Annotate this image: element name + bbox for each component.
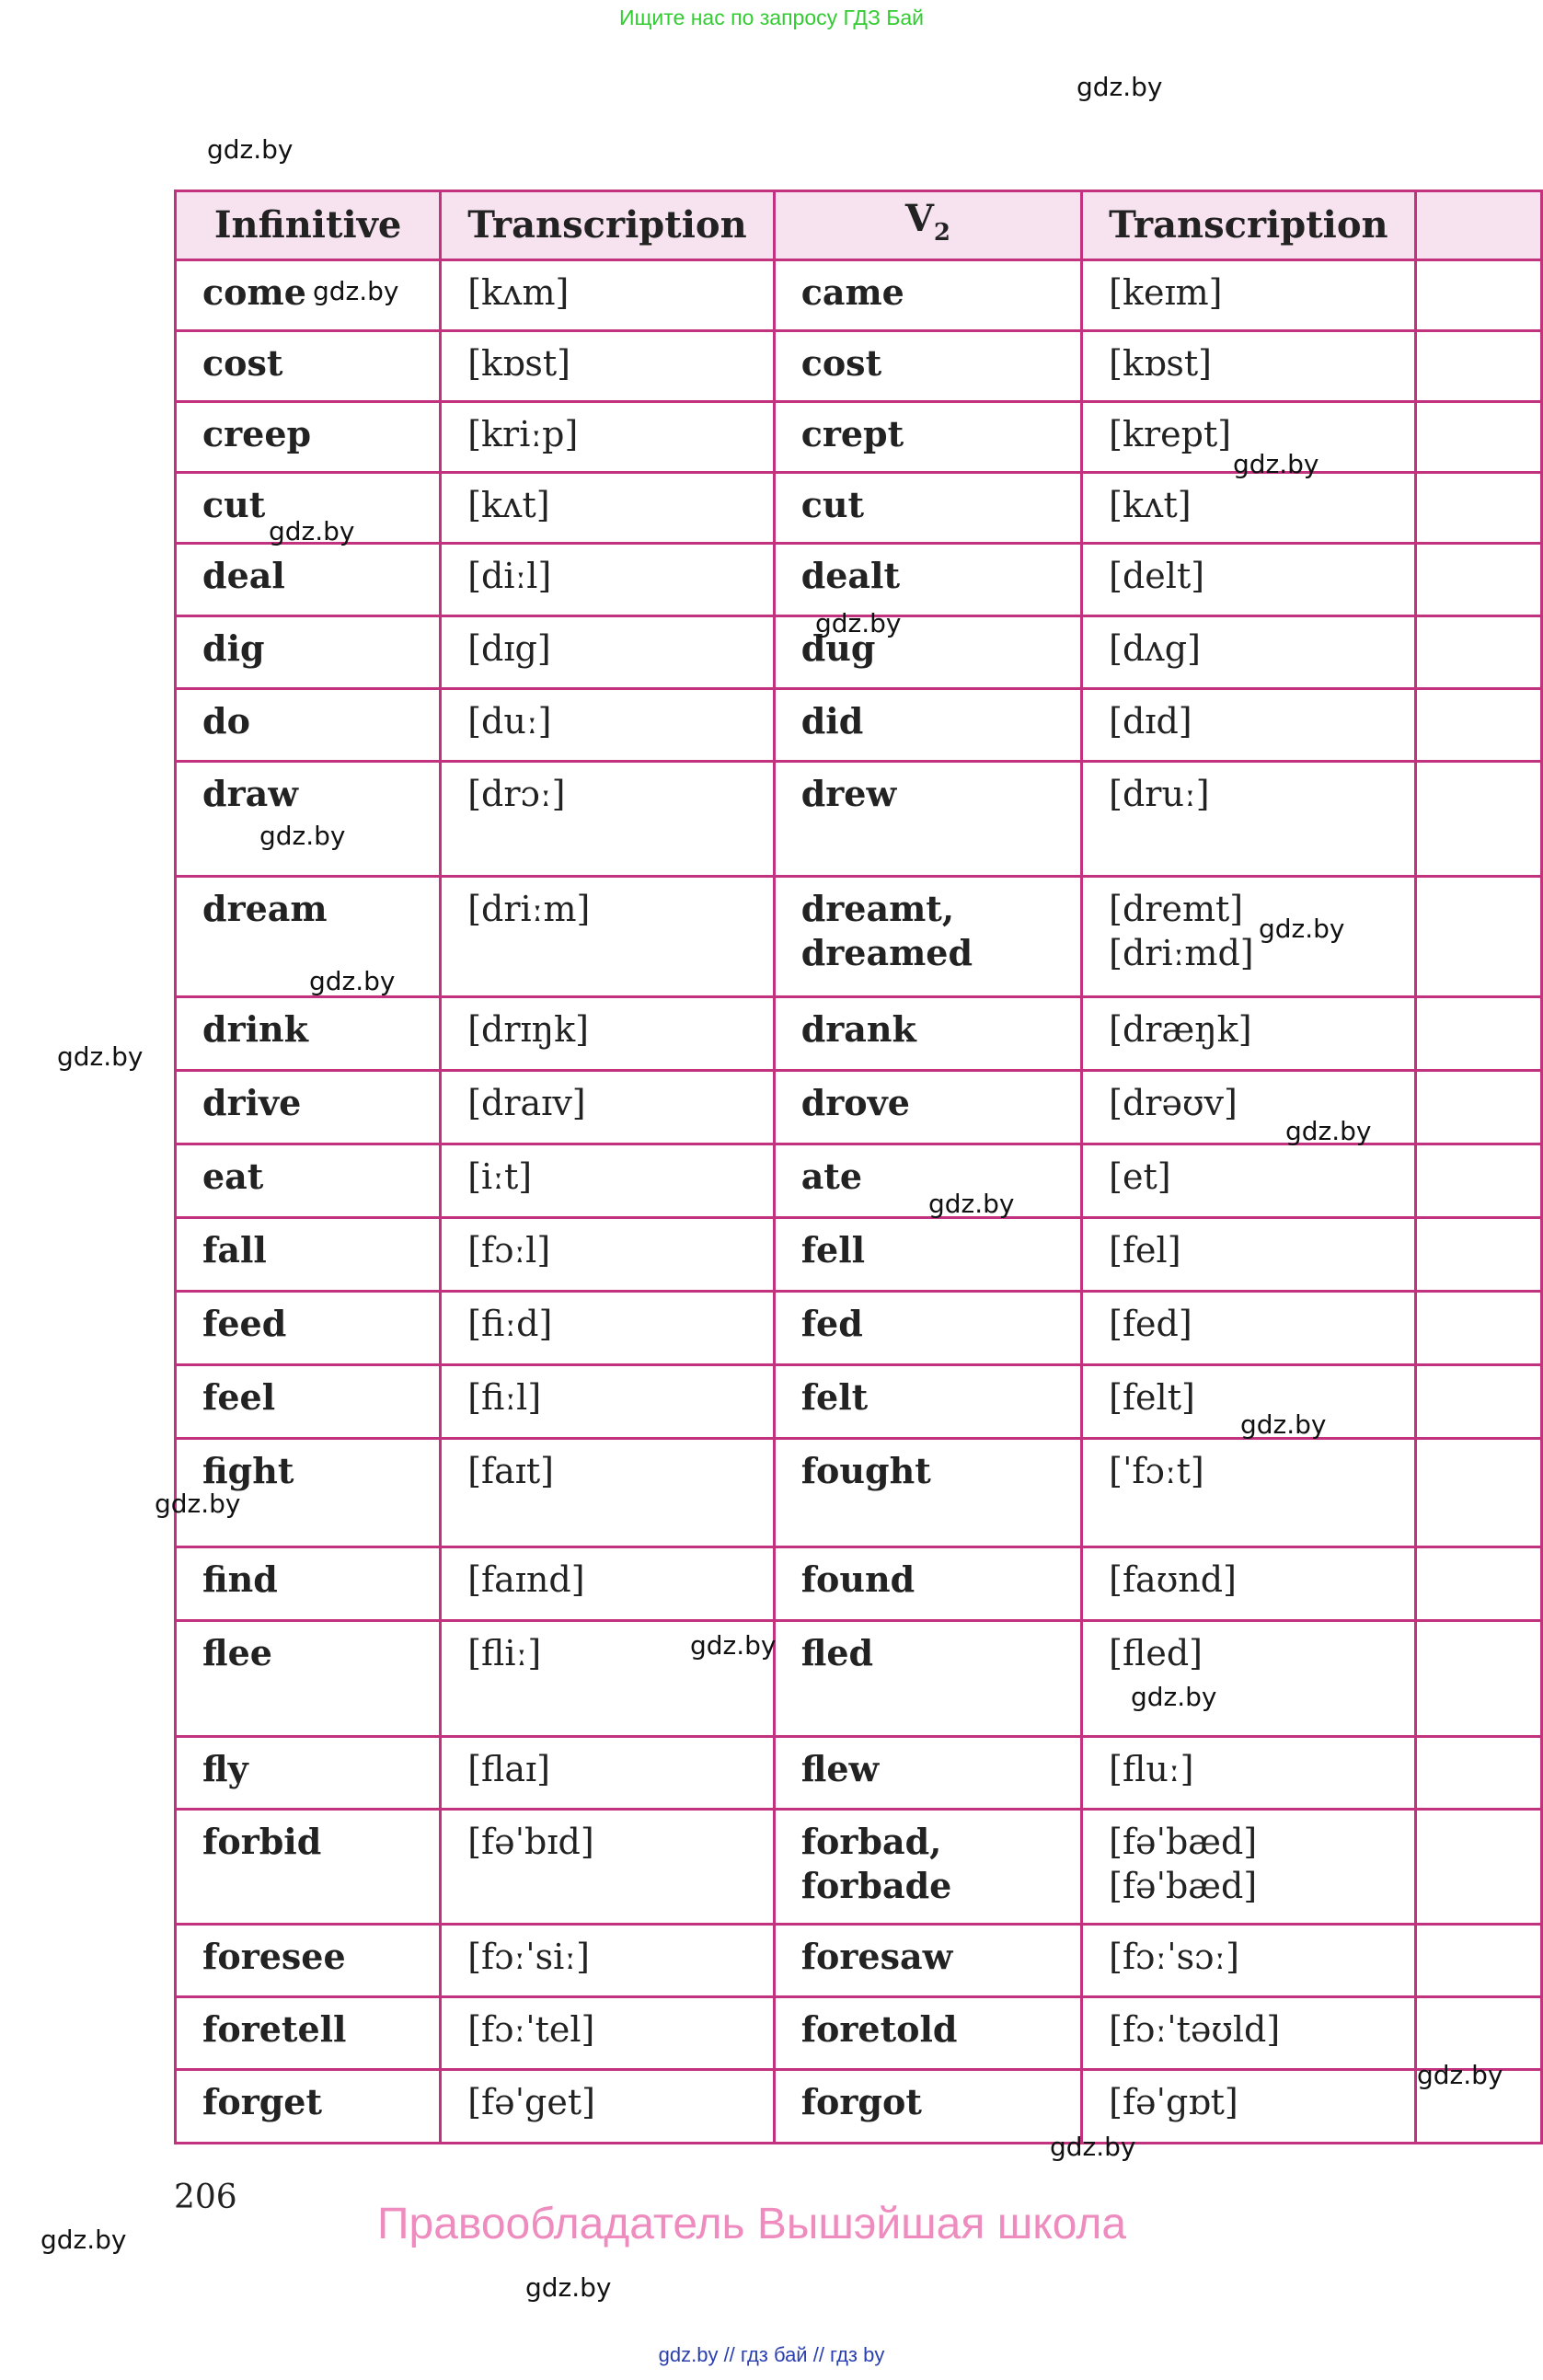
infinitive-cell	[176, 877, 441, 997]
v2-transcription-cell-text: [delt]	[1109, 556, 1205, 596]
table-row	[176, 1439, 1542, 1547]
header-v2-letter: V	[904, 196, 934, 240]
v2-cell-text: crept	[800, 413, 904, 454]
v2-cell-text: foresaw	[800, 1936, 953, 1977]
infinitive-transcription-cell-text: [driːm]	[467, 889, 591, 929]
infinitive-cell	[176, 1621, 441, 1737]
infinitive-transcription-cell-text: [fɔːˈsiː]	[467, 1937, 590, 1977]
v2-transcription-cell-text: [druː]	[1109, 774, 1210, 814]
v2-transcription-cell	[1082, 1810, 1415, 1925]
v2-cell	[774, 1810, 1081, 1925]
v2-cell-text: foretold	[800, 2008, 958, 2050]
v2-cell	[774, 260, 1081, 331]
v2-cell	[774, 1737, 1081, 1810]
next-column-cell	[1415, 1997, 1541, 2070]
header-v2-subscript: 2	[933, 218, 950, 247]
infinitive-cell-text: deal	[202, 555, 285, 596]
v2-cell-text: dreamt,	[800, 888, 955, 929]
v2-transcription-cell	[1082, 1218, 1415, 1292]
infinitive-cell-text: drink	[202, 1008, 308, 1050]
next-column-cell	[1415, 616, 1541, 689]
infinitive-transcription-cell	[441, 1218, 774, 1292]
v2-cell-text: drove	[800, 1082, 910, 1123]
infinitive-cell-text: fall	[202, 1229, 267, 1270]
infinitive-transcription-cell	[441, 402, 774, 473]
infinitive-cell	[176, 1547, 441, 1621]
infinitive-cell-text: cut	[202, 484, 266, 525]
infinitive-cell	[176, 2070, 441, 2144]
watermark-text: gdz.by	[1233, 449, 1319, 479]
v2-transcription-cell-text: [fled]	[1109, 1633, 1203, 1673]
table-row	[176, 1365, 1542, 1439]
v2-transcription-cell-text: [felt]	[1109, 1377, 1195, 1418]
v2-cell	[774, 1925, 1081, 1997]
infinitive-transcription-cell	[441, 2070, 774, 2144]
watermark-text: gdz.by	[207, 134, 294, 165]
infinitive-transcription-cell-text: [kriːp]	[467, 414, 579, 454]
v2-cell	[774, 2070, 1081, 2144]
infinitive-transcription-cell-text: [fəˈbɪd]	[467, 1822, 594, 1862]
infinitive-cell	[176, 762, 441, 877]
next-column-cell	[1415, 1737, 1541, 1810]
table-row	[176, 1925, 1542, 1997]
infinitive-transcription-cell-text: [kɒst]	[467, 343, 570, 384]
next-column-cell	[1415, 1621, 1541, 1737]
infinitive-transcription-cell-text: [kʌm]	[467, 272, 570, 313]
watermark-text: gdz.by	[309, 966, 396, 996]
table-row	[176, 1547, 1542, 1621]
header-next-column	[1415, 191, 1541, 260]
v2-transcription-cell	[1082, 877, 1415, 997]
v2-cell-text: cost	[800, 342, 882, 384]
v2-transcription-cell-text: [faʊnd]	[1109, 1559, 1237, 1600]
v2-transcription-cell-text: [dʌg]	[1109, 628, 1201, 669]
infinitive-cell	[176, 616, 441, 689]
infinitive-transcription-cell-text: [fiːd]	[467, 1304, 553, 1344]
infinitive-cell-text: drive	[202, 1082, 302, 1123]
v2-transcription-cell-text: [kʌt]	[1109, 485, 1192, 525]
infinitive-transcription-cell-text: [fɔːl]	[467, 1230, 551, 1270]
infinitive-transcription-cell	[441, 260, 774, 331]
table-row	[176, 331, 1542, 402]
header-v2-transcription: Transcription	[1082, 191, 1415, 260]
v2-cell-text: fed	[800, 1303, 863, 1344]
infinitive-transcription-cell-text: [dɪg]	[467, 628, 551, 669]
v2-transcription-cell	[1082, 689, 1415, 762]
v2-cell-text: fought	[800, 1450, 931, 1491]
infinitive-cell-text: forget	[202, 2081, 323, 2122]
infinitive-cell	[176, 689, 441, 762]
next-column-cell	[1415, 1810, 1541, 1925]
infinitive-cell	[176, 1144, 441, 1218]
infinitive-transcription-cell	[441, 1439, 774, 1547]
v2-transcription-cell	[1082, 1547, 1415, 1621]
infinitive-cell-text: dream	[202, 888, 328, 929]
infinitive-transcription-cell-text: [faɪt]	[467, 1451, 554, 1491]
next-column-cell	[1415, 331, 1541, 402]
infinitive-transcription-cell	[441, 1292, 774, 1365]
infinitive-transcription-cell	[441, 616, 774, 689]
v2-cell-text: felt	[800, 1376, 869, 1418]
watermark-text: gdz.by	[1077, 72, 1163, 102]
v2-transcription-cell	[1082, 1925, 1415, 1997]
table-row	[176, 689, 1542, 762]
infinitive-cell	[176, 1218, 441, 1292]
infinitive-cell-text: foretell	[202, 2008, 347, 2050]
infinitive-transcription-cell-text: [faɪnd]	[467, 1559, 585, 1600]
v2-cell-text: did	[800, 700, 864, 742]
next-column-cell	[1415, 260, 1541, 331]
next-column-cell	[1415, 762, 1541, 877]
v2-transcription-cell-text: [fed]	[1109, 1304, 1192, 1344]
infinitive-transcription-cell	[441, 689, 774, 762]
watermark-text: gdz.by	[1131, 1682, 1217, 1712]
infinitive-transcription-cell-text: [fəˈget]	[467, 2082, 595, 2122]
infinitive-transcription-cell-text: [fɔːˈtel]	[467, 2009, 595, 2050]
v2-transcription-cell-text: [fluː]	[1109, 1749, 1194, 1789]
v2-cell	[774, 689, 1081, 762]
infinitive-transcription-cell	[441, 1997, 774, 2070]
infinitive-cell	[176, 1071, 441, 1144]
irregular-verbs-table	[174, 190, 1543, 2144]
infinitive-cell	[176, 544, 441, 616]
v2-cell	[774, 762, 1081, 877]
infinitive-cell	[176, 1997, 441, 2070]
infinitive-cell-text: fly	[202, 1748, 248, 1789]
infinitive-cell	[176, 260, 441, 331]
table-row	[176, 1144, 1542, 1218]
v2-cell-text: drew	[800, 773, 897, 814]
table-row	[176, 1997, 1542, 2070]
v2-cell-text: found	[800, 1558, 915, 1600]
infinitive-cell-text: feed	[202, 1303, 287, 1344]
v2-cell-text: came	[800, 271, 904, 313]
watermark-text: gdz.by	[1259, 914, 1345, 944]
header-infinitive: Infinitive	[176, 191, 441, 260]
v2-cell	[774, 1547, 1081, 1621]
watermark-text: gdz.by	[155, 1489, 241, 1519]
table-row	[176, 1218, 1542, 1292]
v2-cell	[774, 1439, 1081, 1547]
next-column-cell	[1415, 689, 1541, 762]
v2-transcription-cell-text: [krept]	[1109, 414, 1232, 454]
table-row	[176, 544, 1542, 616]
watermark-text: gdz.by	[1050, 2132, 1136, 2162]
infinitive-cell	[176, 1925, 441, 1997]
watermark-text: gdz.by	[815, 608, 902, 638]
infinitive-transcription-cell	[441, 331, 774, 402]
v2-transcription-cell	[1082, 331, 1415, 402]
v2-transcription-cell-text: [dɪd]	[1109, 701, 1192, 742]
v2-transcription-cell	[1082, 473, 1415, 544]
header-v2	[774, 191, 1081, 260]
v2-transcription-cell-text: [et]	[1109, 1156, 1171, 1197]
watermark-text: gdz.by	[690, 1630, 777, 1661]
v2-cell-text: forgot	[800, 2081, 922, 2122]
v2-cell-text: dug	[800, 627, 876, 669]
infinitive-transcription-cell	[441, 1925, 774, 1997]
v2-cell	[774, 1292, 1081, 1365]
table-row	[176, 473, 1542, 544]
top-search-banner: Ищите нас по запросу ГДЗ Бай	[618, 6, 925, 29]
v2-transcription-cell	[1082, 1144, 1415, 1218]
v2-transcription-cell-text-2: [fəˈbæd]	[1109, 1866, 1258, 1906]
watermark-text: gdz.by	[1285, 1116, 1372, 1146]
infinitive-cell-text: feel	[202, 1376, 276, 1418]
v2-transcription-cell	[1082, 1737, 1415, 1810]
page-number: 206	[174, 2179, 237, 2216]
table-row	[176, 1810, 1542, 1925]
infinitive-transcription-cell-text: [draɪv]	[467, 1083, 586, 1123]
v2-cell-text: forbad,	[800, 1821, 942, 1862]
v2-cell-text: drank	[800, 1008, 916, 1050]
next-column-cell	[1415, 1292, 1541, 1365]
infinitive-transcription-cell-text: [fiːl]	[467, 1377, 542, 1418]
v2-cell	[774, 877, 1081, 997]
infinitive-cell-text: dig	[202, 627, 265, 669]
infinitive-transcription-cell-text: [iːt]	[467, 1156, 533, 1197]
v2-transcription-cell	[1082, 1439, 1415, 1547]
infinitive-cell	[176, 1365, 441, 1439]
infinitive-cell-text: flee	[202, 1632, 272, 1673]
infinitive-transcription-cell	[441, 1547, 774, 1621]
table-row	[176, 402, 1542, 473]
next-column-cell	[1415, 473, 1541, 544]
table-row	[176, 1621, 1542, 1737]
infinitive-cell-text: foresee	[202, 1936, 346, 1977]
infinitive-cell	[176, 331, 441, 402]
v2-cell	[774, 1071, 1081, 1144]
v2-transcription-cell	[1082, 616, 1415, 689]
watermark-text: gdz.by	[259, 821, 346, 851]
next-column-cell	[1415, 1439, 1541, 1547]
v2-cell-text: flew	[800, 1748, 880, 1789]
table-header-row	[176, 191, 1542, 260]
table-row	[176, 762, 1542, 877]
next-column-cell	[1415, 402, 1541, 473]
next-column-cell	[1415, 544, 1541, 616]
v2-cell	[774, 997, 1081, 1071]
v2-transcription-cell	[1082, 1292, 1415, 1365]
infinitive-cell-text: forbid	[202, 1821, 322, 1862]
infinitive-transcription-cell-text: [drɪŋk]	[467, 1009, 589, 1050]
next-column-cell	[1415, 1071, 1541, 1144]
infinitive-transcription-cell	[441, 1810, 774, 1925]
v2-transcription-cell-text: [ˈfɔːt]	[1109, 1451, 1204, 1491]
v2-cell	[774, 1365, 1081, 1439]
infinitive-transcription-cell-text: [drɔː]	[467, 774, 566, 814]
table-row	[176, 1737, 1542, 1810]
infinitive-transcription-cell-text: [fliː]	[467, 1633, 542, 1673]
infinitive-transcription-cell-text: [kʌt]	[467, 485, 550, 525]
footer-links: gdz.by // гдз бай // гдз by	[658, 2343, 885, 2366]
table-row	[176, 1292, 1542, 1365]
infinitive-transcription-cell-text: [duː]	[467, 701, 552, 742]
infinitive-cell-text: do	[202, 700, 250, 742]
v2-cell-text: ate	[800, 1156, 863, 1197]
v2-transcription-cell-text: [fəˈbæd]	[1109, 1822, 1258, 1862]
v2-transcription-cell	[1082, 1621, 1415, 1737]
infinitive-cell	[176, 1737, 441, 1810]
watermark-text: gdz.by	[57, 1041, 144, 1072]
table-row	[176, 997, 1542, 1071]
infinitive-transcription-cell	[441, 1365, 774, 1439]
infinitive-cell	[176, 1292, 441, 1365]
watermark-text: gdz.by	[313, 276, 399, 306]
infinitive-cell-text: creep	[202, 413, 312, 454]
infinitive-transcription-cell	[441, 1737, 774, 1810]
v2-transcription-cell	[1082, 544, 1415, 616]
watermark-text: gdz.by	[1417, 2060, 1503, 2090]
v2-cell-text: fled	[800, 1632, 874, 1673]
v2-cell	[774, 473, 1081, 544]
v2-transcription-cell-text: [fəˈgɒt]	[1109, 2082, 1238, 2122]
v2-transcription-cell	[1082, 762, 1415, 877]
infinitive-cell	[176, 1810, 441, 1925]
v2-cell-text: cut	[800, 484, 865, 525]
infinitive-cell	[176, 402, 441, 473]
infinitive-cell-text: find	[202, 1558, 278, 1600]
watermark-text: gdz.by	[269, 516, 355, 546]
v2-cell	[774, 1621, 1081, 1737]
infinitive-transcription-cell	[441, 473, 774, 544]
infinitive-transcription-cell	[441, 544, 774, 616]
infinitive-transcription-cell	[441, 1071, 774, 1144]
v2-transcription-cell-text: [fel]	[1109, 1230, 1181, 1270]
next-column-cell	[1415, 997, 1541, 1071]
next-column-cell	[1415, 1925, 1541, 1997]
infinitive-cell-text: fight	[202, 1450, 294, 1491]
next-column-cell	[1415, 1144, 1541, 1218]
v2-transcription-cell-text: [kɒst]	[1109, 343, 1212, 384]
infinitive-transcription-cell	[441, 997, 774, 1071]
infinitive-cell-text: cost	[202, 342, 283, 384]
copyright-notice: Правообладатель Вышэйшая школа	[377, 2200, 1127, 2248]
watermark-text: gdz.by	[1240, 1409, 1327, 1440]
infinitive-cell	[176, 997, 441, 1071]
v2-transcription-cell	[1082, 1997, 1415, 2070]
v2-cell	[774, 1997, 1081, 2070]
watermark-text: gdz.by	[928, 1189, 1015, 1219]
infinitive-transcription-cell-text: [diːl]	[467, 556, 552, 596]
v2-transcription-cell-text: [dremt]	[1109, 889, 1244, 929]
next-column-cell	[1415, 1547, 1541, 1621]
v2-cell-text: fell	[800, 1229, 866, 1270]
v2-cell	[774, 1218, 1081, 1292]
header-transcription: Transcription	[441, 191, 774, 260]
infinitive-transcription-cell	[441, 877, 774, 997]
table-row	[176, 2070, 1542, 2144]
infinitive-cell-text: eat	[202, 1156, 264, 1197]
v2-transcription-cell-text-2: [driːmd]	[1109, 933, 1254, 973]
next-column-cell	[1415, 1365, 1541, 1439]
infinitive-cell-text: come	[202, 271, 306, 313]
v2-cell	[774, 544, 1081, 616]
v2-transcription-cell	[1082, 260, 1415, 331]
infinitive-cell-text: draw	[202, 773, 298, 814]
next-column-cell	[1415, 1218, 1541, 1292]
infinitive-transcription-cell-text: [flaɪ]	[467, 1749, 551, 1789]
v2-transcription-cell-text: [dræŋk]	[1109, 1009, 1252, 1050]
infinitive-transcription-cell	[441, 1144, 774, 1218]
verb-table-body	[176, 260, 1542, 2144]
v2-cell-text-2: forbade	[800, 1865, 952, 1906]
v2-cell	[774, 402, 1081, 473]
v2-cell	[774, 331, 1081, 402]
v2-transcription-cell-text: [keɪm]	[1109, 272, 1223, 313]
v2-cell-text: dealt	[800, 555, 901, 596]
next-column-cell	[1415, 877, 1541, 997]
v2-transcription-cell-text: [fɔːˈtəʊld]	[1109, 2009, 1281, 2050]
v2-transcription-cell-text: [fɔːˈsɔː]	[1109, 1937, 1239, 1977]
v2-cell-text-2: dreamed	[800, 932, 973, 973]
watermark-text: gdz.by	[525, 2272, 612, 2303]
v2-transcription-cell-text: [drəʊv]	[1109, 1083, 1238, 1123]
watermark-text: gdz.by	[40, 2225, 127, 2255]
infinitive-transcription-cell	[441, 762, 774, 877]
v2-transcription-cell	[1082, 997, 1415, 1071]
